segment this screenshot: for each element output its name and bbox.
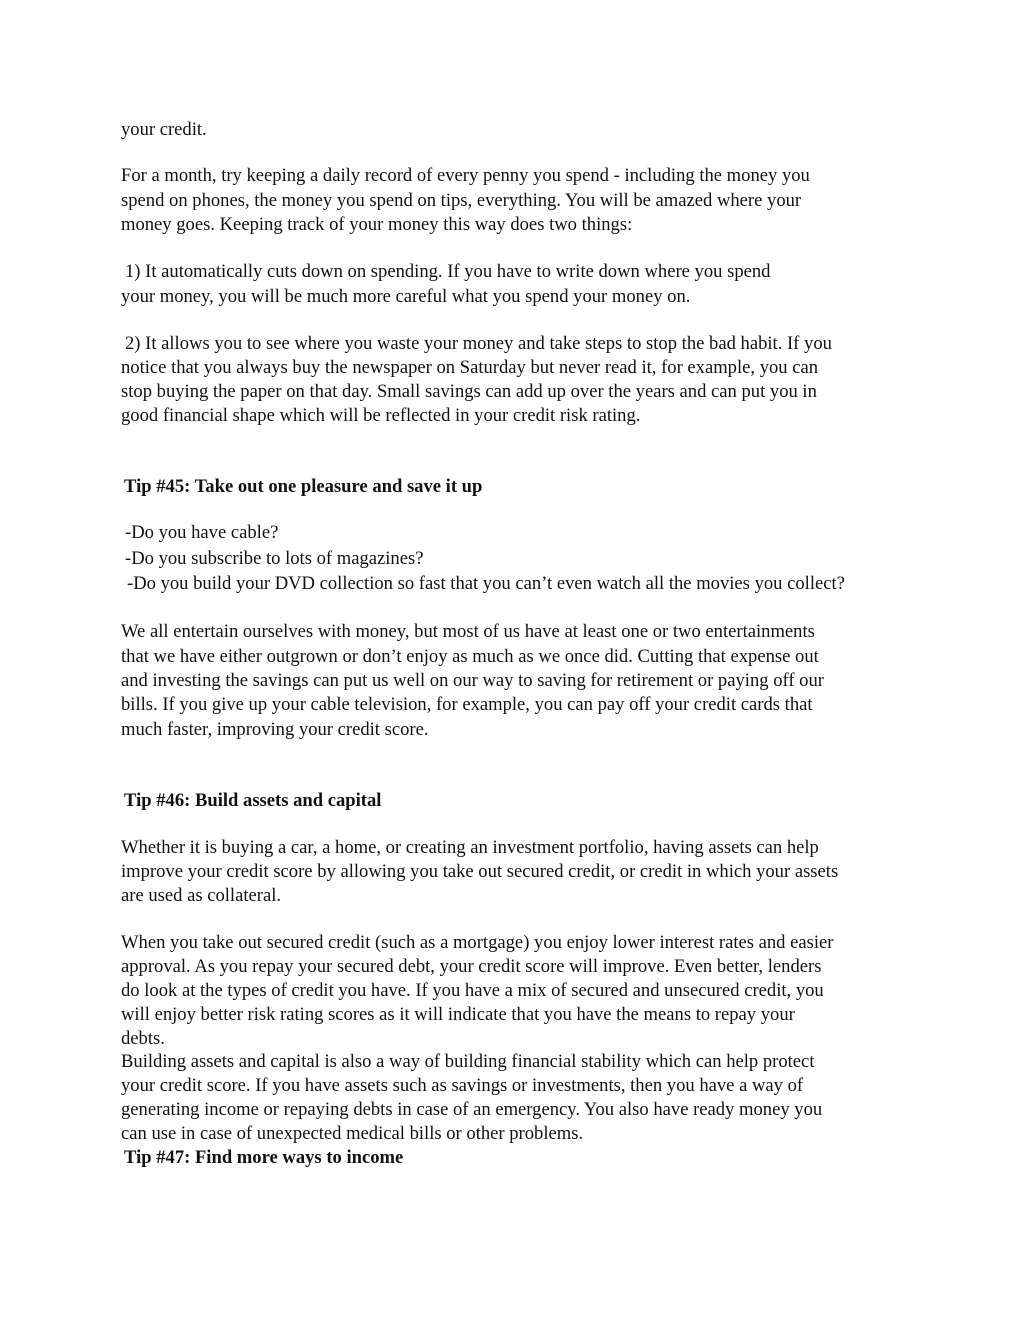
tip45-question-2: -Do you subscribe to lots of magazines? <box>125 548 424 569</box>
tip46-para2-line-5: debts. <box>121 1028 165 1049</box>
para-month-line-3: money goes. Keeping track of your money this way does two things: <box>121 214 633 235</box>
point1-line-2: your money, you will be much more careful what you spend your money on. <box>121 286 691 307</box>
tip46-para2-line-8: generating income or repaying debts in case of an emergency. You also have ready money you <box>121 1099 823 1120</box>
tip46-para1-line-2: improve your credit score by allowing you take out secured credit, or credit in which your assets <box>121 861 839 882</box>
point2-line-1: 2) It allows you to see where you waste your money and take steps to stop the bad habit. If you <box>125 333 832 354</box>
tip46-para2-line-4: will enjoy better risk rating scores as it will indicate that you have the means to repay your <box>121 1004 795 1025</box>
tip46-para1-line-1: Whether it is buying a car, a home, or creating an investment portfolio, having assets can help <box>121 837 819 858</box>
tip46-para2-line-6: Building assets and capital is also a way of building financial stability which can help protect <box>121 1051 815 1072</box>
tip47-heading: Tip #47: Find more ways to income <box>124 1147 404 1168</box>
tip46-para1-line-3: are used as collateral. <box>121 885 282 906</box>
point1-line-1: 1) It automatically cuts down on spending. If you have to write down where you spend <box>125 261 771 282</box>
tip45-body-line-3: and investing the savings can put us well on our way to saving for retirement or paying off our <box>121 670 824 691</box>
tip46-para2-line-3: do look at the types of credit you have. If you have a mix of secured and unsecured credit, you <box>121 980 824 1001</box>
tip46-para2-line-1: When you take out secured credit (such as a mortgage) you enjoy lower interest rates and easier <box>121 932 834 953</box>
tip46-para2-line-2: approval. As you repay your secured debt, your credit score will improve. Even better, lenders <box>121 956 822 977</box>
tip45-body-line-5: much faster, improving your credit score. <box>121 719 429 740</box>
point2-line-4: good financial shape which will be reflected in your credit risk rating. <box>121 405 641 426</box>
tip46-para2-line-9: can use in case of unexpected medical bills or other problems. <box>121 1123 584 1144</box>
tip45-body-line-4: bills. If you give up your cable television, for example, you can pay off your credit cards that <box>121 694 813 715</box>
tip46-para2-line-7: your credit score. If you have assets such as savings or investments, then you have a way of <box>121 1075 804 1096</box>
tip45-body-line-2: that we have either outgrown or don’t enjoy as much as we once did. Cutting that expense out <box>121 646 819 667</box>
tip45-heading: Tip #45: Take out one pleasure and save it up <box>124 476 483 497</box>
tip46-heading: Tip #46: Build assets and capital <box>124 790 382 811</box>
point2-line-2: notice that you always buy the newspaper on Saturday but never read it, for example, you can <box>121 357 819 378</box>
intro-tail-text: your credit. <box>121 119 207 140</box>
para-month-line-1: For a month, try keeping a daily record of every penny you spend - including the money you <box>121 165 810 186</box>
tip45-body-line-1: We all entertain ourselves with money, but most of us have at least one or two entertainments <box>121 621 815 642</box>
tip45-question-3: -Do you build your DVD collection so fast that you can’t even watch all the movies you collect? <box>127 573 845 594</box>
point2-line-3: stop buying the paper on that day. Small savings can add up over the years and can put you in <box>121 381 817 402</box>
tip45-question-1: -Do you have cable? <box>125 522 279 543</box>
para-month-line-2: spend on phones, the money you spend on tips, everything. You will be amazed where your <box>121 190 802 211</box>
